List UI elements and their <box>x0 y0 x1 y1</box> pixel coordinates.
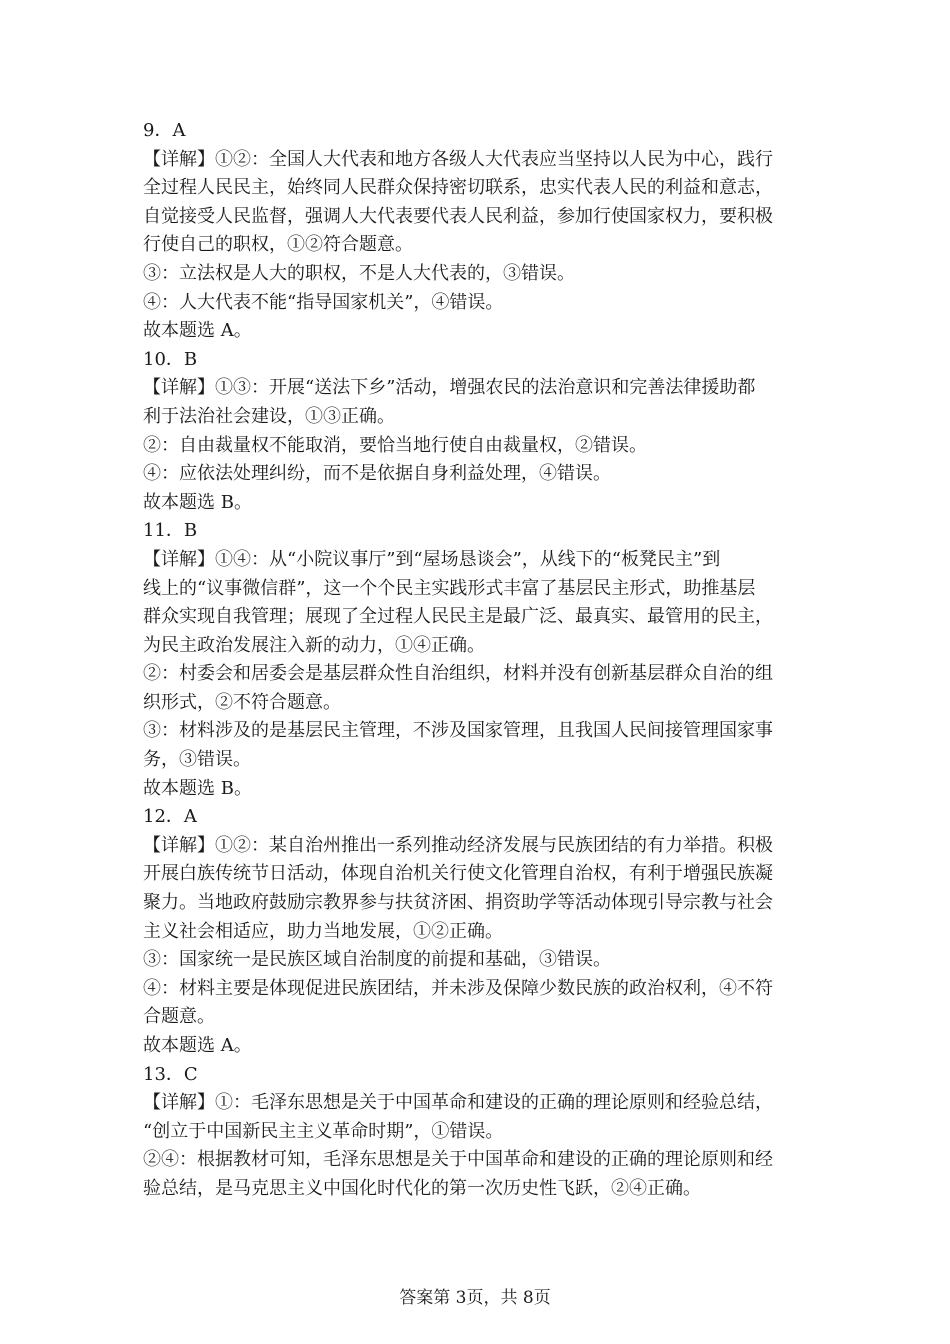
explanation-line: 织形式，②不符合题意。 <box>143 691 341 713</box>
explanation-line: ④：人大代表不能“指导国家机关”，④错误。 <box>143 291 504 313</box>
explanation-line: 验总结，是马克思主义中国化时代化的第一次历史性飞跃，②④正确。 <box>143 1177 701 1199</box>
explanation-line: 【详解】①②：某自治州推出一系列推动经济发展与民族团结的有力举措。积极 <box>143 834 773 856</box>
answer-header: 9．A <box>143 120 186 141</box>
explanation-line: ②：村委会和居委会是基层群众性自治组织，材料并没有创新基层群众自治的组 <box>143 663 773 685</box>
page-footer: 答案第 3页，共 8页 <box>399 1288 551 1308</box>
explanation-line: ③：国家统一是民族区域自治制度的前提和基础，③错误。 <box>143 949 611 971</box>
answer-block-9 <box>143 117 811 346</box>
explanation-line: 线上的“议事微信群”，这一个个民主实践形式丰富了基层民主形式，助推基层 <box>143 577 756 599</box>
explanation-line: 全过程人民民主，始终同人民群众保持密切联系，忠实代表人民的利益和意志， <box>143 177 773 199</box>
explanation-line: 自觉接受人民监督，强调人大代表要代表人民利益，参加行使国家权力，要积极 <box>143 205 773 227</box>
answer-header: 12．A <box>143 806 197 828</box>
answer-header: 11．B <box>143 520 198 542</box>
explanation-line: 开展白族传统节日活动，体现自治机关行使文化管理自治权，有利于增强民族凝 <box>143 863 773 885</box>
explanation-line: ②：自由裁量权不能取消，要恰当地行使自由裁量权，②错误。 <box>143 434 647 456</box>
explanation-line: 主义社会相适应，助力当地发展，①②正确。 <box>143 920 503 942</box>
explanation-line: ②④：根据教材可知，毛泽东思想是关于中国革命和建设的正确的理论原则和经 <box>143 1149 773 1171</box>
explanation-line: 利于法治社会建设，①③正确。 <box>143 405 395 427</box>
explanation-line: 故本题选 B。 <box>143 777 252 799</box>
explanation-line: 合题意。 <box>143 1006 215 1028</box>
explanation-line: 为民主政治发展注入新的动力，①④正确。 <box>143 634 485 656</box>
explanation-line: 故本题选 B。 <box>143 491 252 513</box>
explanation-line: 务，③错误。 <box>143 749 251 771</box>
answer-block-12 <box>143 803 811 1060</box>
explanation-line: ④：应依法处理纠纷，而不是依据自身利益处理，④错误。 <box>143 463 611 485</box>
answer-header: 13．C <box>143 1063 198 1085</box>
explanation-line: ③：立法权是人大的职权，不是人大代表的，③错误。 <box>143 262 575 284</box>
answer-block-11 <box>143 517 811 803</box>
answer-block-10 <box>143 346 811 518</box>
explanation-line: 【详解】①②：全国人大代表和地方各级人大代表应当坚持以人民为中心，践行 <box>143 148 773 170</box>
explanation-line: “创立于中国新民主主义革命时期”，①错误。 <box>143 1120 504 1142</box>
explanation-line: 故本题选 A。 <box>143 1035 252 1056</box>
explanation-line: 聚力。当地政府鼓励宗教界参与扶贫济困、捐资助学等活动体现引导宗教与社会 <box>143 892 773 914</box>
explanation-line: 行使自己的职权，①②符合题意。 <box>143 234 413 256</box>
explanation-line: 故本题选 A。 <box>143 320 252 342</box>
explanation-line: 【详解】①：毛泽东思想是关于中国革命和建设的正确的理论原则和经验总结， <box>143 1092 773 1114</box>
answer-block-13 <box>143 1061 811 1204</box>
answer-content <box>143 117 811 1204</box>
explanation-line: 群众实现自我管理；展现了全过程人民民主是最广泛、最真实、最管用的民主， <box>143 606 773 628</box>
explanation-line: 【详解】①③：开展“送法下乡”活动，增强农民的法治意识和完善法律援助都 <box>143 377 756 399</box>
explanation-line: ④：材料主要是体现促进民族团结，并未涉及保障少数民族的政治权利，④不符 <box>143 977 773 999</box>
explanation-line: ③：材料涉及的是基层民主管理，不涉及国家管理，且我国人民间接管理国家事 <box>143 720 773 742</box>
answer-header: 10．B <box>143 348 198 370</box>
explanation-line: 【详解】①④：从“小院议事厅”到“屋场恳谈会”，从线下的“板凳民主”到 <box>143 548 721 570</box>
